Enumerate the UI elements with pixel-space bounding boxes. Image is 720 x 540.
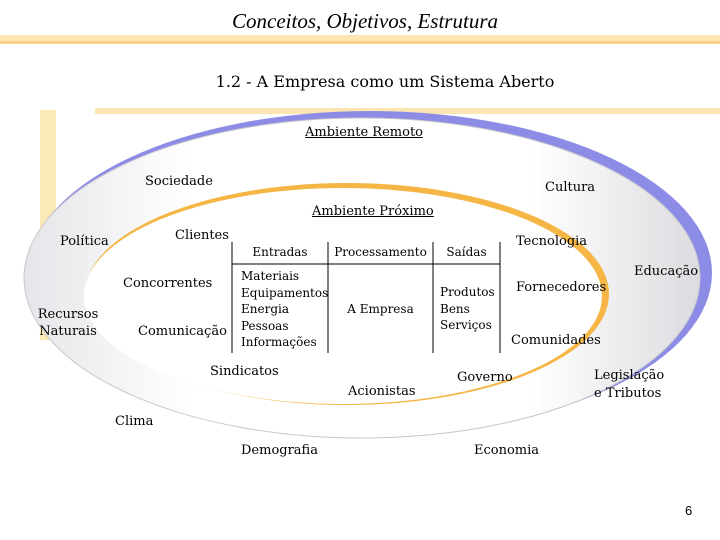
entradas-list: Materiais Equipamentos Energia Pessoas Informações	[241, 269, 329, 349]
label-tecnologia: Tecnologia	[516, 234, 588, 249]
remote-environment-label: Ambiente Remoto	[305, 125, 423, 140]
label-clima: Clima	[115, 414, 154, 429]
label-politica: Política	[60, 234, 109, 249]
page-number: 6	[685, 503, 693, 518]
label-economia: Economia	[474, 443, 540, 458]
label-fornecedores: Fornecedores	[516, 280, 607, 295]
label-acionistas: Acionistas	[348, 384, 416, 399]
label-comunidades: Comunidades	[511, 333, 601, 348]
slide-title: Conceitos, Objetivos, Estrutura	[232, 9, 498, 33]
header-entradas: Entradas	[252, 245, 308, 259]
header-processamento: Processamento	[334, 245, 427, 259]
label-comunicacao: Comunicação	[138, 324, 227, 339]
label-cultura: Cultura	[545, 180, 596, 195]
slide-subtitle: 1.2 - A Empresa como um Sistema Aberto	[215, 72, 555, 91]
label-sindicatos: Sindicatos	[210, 364, 279, 379]
header-saidas: Saídas	[446, 245, 487, 259]
label-sociedade: Sociedade	[145, 174, 213, 189]
label-educacao: Educação	[634, 264, 699, 279]
processamento-empresa: A Empresa	[347, 302, 414, 316]
header-accent-bar	[0, 35, 720, 41]
label-governo: Governo	[457, 370, 513, 385]
label-demografia: Demografia	[241, 443, 318, 458]
inner-ellipse	[84, 188, 602, 404]
label-clientes: Clientes	[175, 228, 229, 243]
near-environment-label: Ambiente Próximo	[312, 204, 434, 219]
header-accent-line	[0, 41, 720, 44]
saidas-list: Produtos Bens Serviços	[440, 285, 495, 332]
label-recursos-naturais: Recursos Naturais	[37, 307, 99, 339]
label-concorrentes: Concorrentes	[123, 276, 213, 291]
label-legislacao-tributos: Legislação e Tributos	[594, 368, 665, 401]
